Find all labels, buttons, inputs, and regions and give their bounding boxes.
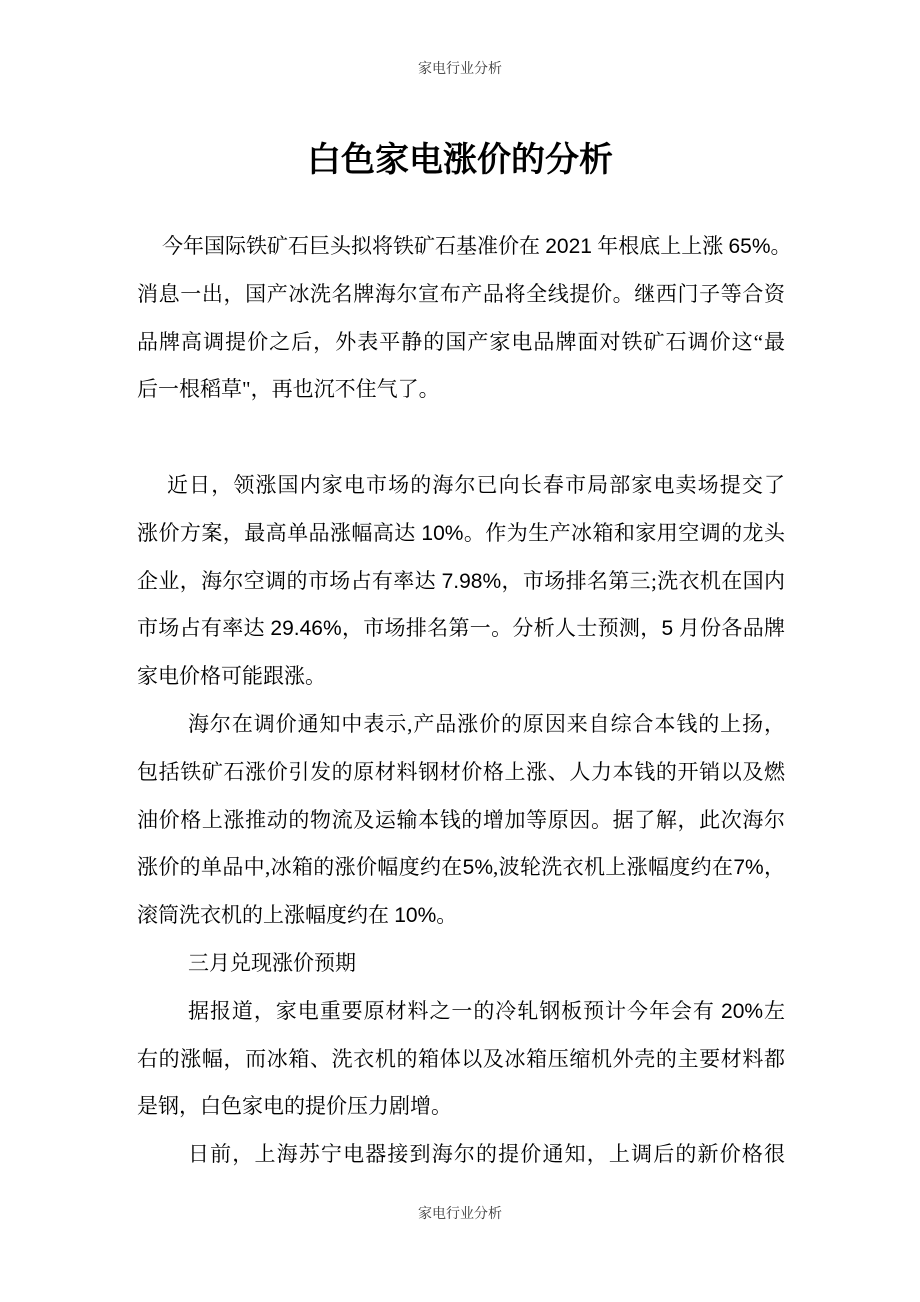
body-line: 家电价格可能跟涨。: [137, 664, 326, 689]
numeric-text: 2021: [545, 235, 592, 258]
document-title: 白色家电涨价的分析: [307, 142, 613, 179]
body-line: 包括铁矿石涨价引发的原材料钢材价格上涨、人力本钱的开销以及燃: [137, 759, 785, 784]
body-line: 涨价的单品中,冰箱的涨价幅度约在5%,波轮洗衣机上涨幅度约在7%，: [137, 855, 786, 880]
body-line: 海尔在调价通知中表示,产品涨价的原因来自综合本钱的上扬，: [188, 711, 785, 736]
body-line: 油价格上涨推动的物流及运输本钱的增加等原因。据了解，此次海尔: [137, 807, 785, 832]
body-line: 近日，领涨国内家电市场的海尔已向长春市局部家电卖场提交了: [167, 472, 785, 497]
body-line: 市场占有率达 29.46%，市场排名第一。分析人士预测，5 月份各品牌: [137, 616, 786, 641]
body-line: 今年国际铁矿石巨头拟将铁矿石基准价在 2021 年根底上上涨 65%。: [162, 234, 792, 258]
body-subheading-line: 三月兑现涨价预期: [188, 950, 356, 975]
body-line: 品牌高调提价之后，外表平静的国产家电品牌面对铁矿石调价这“最: [137, 329, 785, 354]
numeric-text: 65%: [728, 235, 771, 258]
page-footer-text: 家电行业分析: [418, 1207, 502, 1222]
body-line-blank: [137, 414, 785, 462]
body-line: 是钢，白色家电的提价压力剧增。: [137, 1094, 452, 1119]
numeric-text: 10%: [394, 904, 437, 928]
numeric-text: 10%: [421, 521, 464, 545]
body-line: 涨价方案，最高单品涨幅高达 10%。作为生产冰箱和家用空调的龙头: [137, 520, 785, 545]
page-header-text: 家电行业分析: [418, 62, 502, 77]
body-line: 企业，海尔空调的市场占有率达 7.98%，市场排名第三;洗衣机在国内: [137, 568, 785, 593]
body-line: 右的涨幅，而冰箱、洗衣机的箱体以及冰箱压缩机外壳的主要材料都: [137, 1046, 785, 1071]
numeric-text: 29.46%: [270, 617, 342, 641]
body-line: 后一根稻草"，再也沉不住气了。: [137, 377, 440, 402]
numeric-text: 20%: [721, 999, 764, 1023]
numeric-text: 7.98%: [441, 569, 502, 593]
numeric-text: 7%: [733, 856, 764, 880]
document-body: [137, 223, 792, 1179]
body-line: 滚筒洗衣机的上涨幅度约在 10%。: [137, 903, 458, 928]
body-line: 据报道，家电重要原材料之一的冷轧钢板预计今年会有 20%左: [188, 998, 785, 1023]
body-line: 日前，上海苏宁电器接到海尔的提价通知，上调后的新价格很: [188, 1142, 785, 1167]
body-line: 消息一出，国产冰洗名牌海尔宣布产品将全线提价。继西门子等合资: [137, 281, 785, 306]
numeric-text: 5%: [462, 856, 494, 880]
numeric-text: 5: [661, 617, 674, 641]
